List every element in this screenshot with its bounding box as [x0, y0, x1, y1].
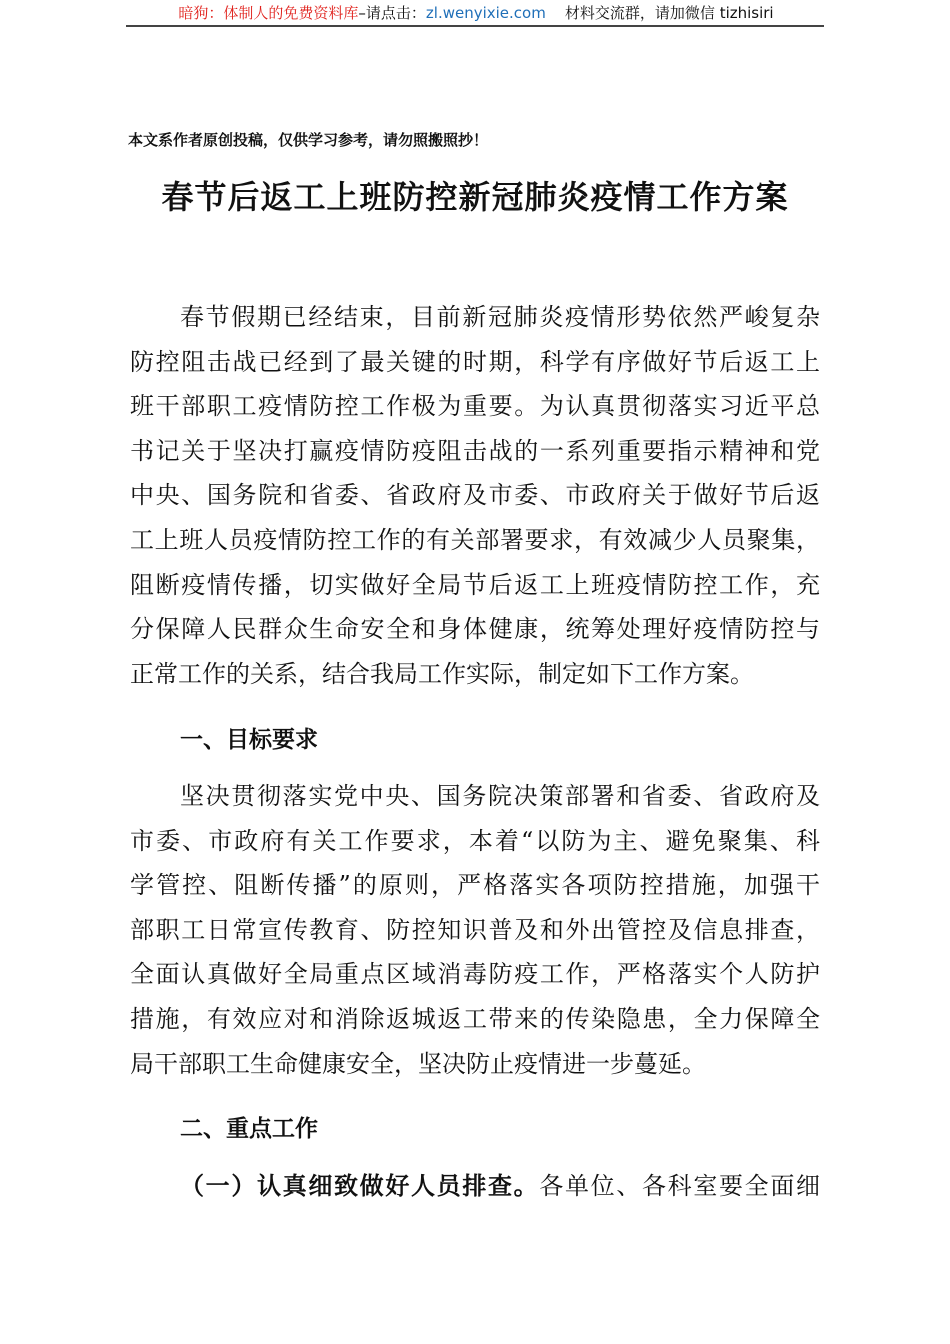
- subheading-personnel-check: （一）认真细致做好人员排查。: [180, 1171, 540, 1200]
- text-line: 措施，有效应对和消除返城返工带来的传染隐患，全力保障全: [130, 1005, 820, 1033]
- text-line: 防控阻击战已经到了最关键的时期，科学有序做好节后返工上: [130, 347, 820, 376]
- header-click-prefix: –请点击：: [358, 4, 426, 22]
- header-url-link[interactable]: zl.wenyixie.com: [425, 4, 546, 22]
- paragraph-key-work: [180, 1171, 820, 1201]
- text-line: 班干部职工疫情防控工作极为重要。为认真贯彻落实习近平总: [130, 392, 820, 421]
- paragraph-text: 各单位、各科室要全面细: [539, 1172, 821, 1200]
- text-line: 阻断疫情传播，切实做好全局节后返工上班疫情防控工作，充: [130, 570, 820, 599]
- header-contact: 材料交流群，请加微信 tizhisiri: [564, 4, 774, 22]
- text-line: 工上班人员疫情防控工作的有关部署要求，有效减少人员聚集，: [130, 526, 820, 554]
- page-header: [128, 2, 824, 24]
- section-heading-2: 二、重点工作: [180, 1116, 318, 1142]
- text-line: 春节假期已经结束，目前新冠肺炎疫情形势依然严峻复杂: [180, 303, 820, 331]
- document-title: 春节后返工上班防控新冠肺炎疫情工作方案: [161, 178, 789, 216]
- text-line: 全面认真做好全局重点区域消毒防疫工作，严格落实个人防护: [130, 960, 820, 989]
- header-brand: 暗狗：体制人的免费资料库: [178, 4, 359, 22]
- text-line: 分保障人民群众生命安全和身体健康，统筹处理好疫情防控与: [130, 615, 820, 644]
- text-line: 部职工日常宣传教育、防控知识普及和外出管控及信息排查，: [130, 915, 820, 944]
- text-line: 正常工作的关系，结合我局工作实际，制定如下工作方案。: [130, 659, 754, 688]
- text-line: 书记关于坚决打赢疫情防疫阻击战的一系列重要指示精神和党: [130, 436, 820, 465]
- text-line: 局干部职工生命健康安全，坚决防止疫情进一步蔓延。: [130, 1049, 706, 1078]
- text-line: 中央、国务院和省委、省政府及市委、市政府关于做好节后返: [130, 481, 820, 510]
- text-line: 坚决贯彻落实党中央、国务院决策部署和省委、省政府及: [180, 782, 820, 810]
- copyright-note: 本文系作者原创投稿，仅供学习参考，请勿照搬照抄！: [128, 131, 489, 149]
- text-line: 市委、市政府有关工作要求，本着“以防为主、避免聚集、科: [130, 826, 820, 855]
- header-divider: [126, 25, 824, 27]
- text-line: 学管控、阻断传播”的原则，严格落实各项防控措施，加强干: [130, 871, 820, 900]
- section-heading-1: 一、目标要求: [180, 727, 318, 753]
